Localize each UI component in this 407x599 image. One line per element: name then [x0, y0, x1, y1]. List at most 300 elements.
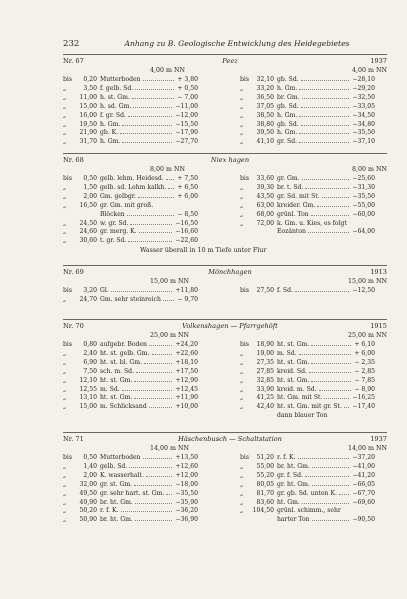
- row-nn-value: −16,25: [352, 394, 375, 402]
- table-row: [240, 120, 375, 129]
- row-prefix: „: [63, 367, 67, 375]
- table-row: [240, 453, 375, 462]
- table-row: [240, 393, 375, 402]
- row-prefix: „: [63, 403, 67, 411]
- dot-leader: [299, 133, 349, 134]
- row-prefix: „: [240, 480, 244, 488]
- row-nn-value: − 9,70: [177, 295, 198, 303]
- section-divider: [63, 54, 387, 55]
- dot-leader: [163, 300, 174, 301]
- row-depth: 72,00: [256, 219, 274, 227]
- row-nn-value: −69,60: [352, 498, 375, 506]
- row-depth: 2,00: [83, 471, 97, 479]
- dot-leader: [324, 398, 349, 399]
- row-prefix: „: [63, 192, 67, 200]
- section-place: Niex hagen: [210, 156, 250, 164]
- section-number: Nr. 71: [63, 435, 84, 443]
- dot-leader: [309, 372, 351, 373]
- row-nn-value: +12,60: [175, 462, 198, 470]
- table-row: [63, 340, 198, 349]
- dot-leader: [122, 142, 172, 143]
- row-prefix: „: [240, 192, 244, 200]
- row-description: Eozänton: [277, 228, 306, 236]
- row-prefix: „: [240, 471, 244, 479]
- row-prefix: „: [240, 462, 244, 470]
- row-nn-value: − 2,85: [354, 367, 375, 375]
- row-description: gb. Sd.: [277, 120, 299, 128]
- row-nn-value: −25,60: [352, 175, 375, 182]
- row-nn-value: + 6,10: [354, 341, 375, 348]
- row-nn-value: +17,50: [175, 367, 198, 375]
- row-depth: 32,10: [256, 76, 274, 83]
- row-depth: 33,20: [256, 84, 274, 92]
- table-row: [240, 480, 375, 489]
- row-depth: 30,60: [79, 237, 97, 245]
- row-description: w. gr. Sd.: [100, 219, 129, 227]
- dot-leader: [135, 503, 173, 504]
- row-nn-value: −11,00: [175, 102, 198, 110]
- running-head: Anhang zu B. Geologische Entwicklung des Heidegebietes: [124, 39, 350, 48]
- dot-leader: [133, 107, 172, 108]
- dot-leader: [312, 520, 350, 521]
- row-description: ht. Gm.: [277, 498, 300, 506]
- row-prefix: „: [240, 376, 244, 384]
- row-description: gr. st. Gm.: [100, 480, 133, 488]
- table-row: [240, 128, 375, 137]
- row-description: Gl.: [100, 287, 109, 294]
- row-depth: 16,50: [79, 201, 97, 209]
- row-nn-value: −37,10: [352, 138, 375, 146]
- table-row: [240, 489, 375, 498]
- section-divider: [63, 319, 387, 320]
- row-description: Blöcken: [100, 210, 125, 218]
- row-prefix: „: [240, 367, 244, 375]
- row-description: ht. st. Gm.: [100, 394, 133, 402]
- dot-leader: [120, 133, 172, 134]
- row-nn-value: +11,90: [175, 394, 198, 402]
- row-description: ht. st. Gm.: [277, 341, 310, 348]
- dot-leader: [128, 116, 172, 117]
- dot-leader: [317, 206, 349, 207]
- table-row: [63, 137, 198, 146]
- dot-leader: [299, 142, 349, 143]
- row-description: ht. st. Gm.: [277, 358, 310, 366]
- table-row: [240, 183, 375, 192]
- row-depth: 42,40: [256, 403, 274, 411]
- table-row: [240, 385, 375, 394]
- section-divider: [63, 432, 387, 433]
- table-row: [63, 111, 198, 120]
- row-nn-value: −29,20: [352, 84, 375, 92]
- row-depth: 41,10: [256, 138, 274, 146]
- table-row: [240, 75, 375, 84]
- row-nn-value: −28,10: [352, 76, 375, 83]
- dot-leader: [143, 80, 175, 81]
- row-depth: 80,05: [256, 480, 274, 488]
- table-row: [240, 506, 375, 515]
- row-prefix: „: [63, 394, 67, 402]
- row-nn-value: −12,50: [352, 287, 375, 294]
- table-row: [240, 402, 375, 411]
- dot-leader: [168, 188, 174, 189]
- table-row: [63, 210, 198, 219]
- row-prefix: „: [240, 394, 244, 402]
- row-prefix: „: [63, 129, 67, 137]
- row-depth: 0,20: [83, 76, 97, 83]
- row-depth: 16,00: [79, 111, 97, 119]
- row-prefix: bis: [240, 175, 249, 182]
- dot-leader: [298, 458, 350, 459]
- left-elevation: 14,00 m NN: [150, 445, 190, 452]
- row-description: f. gelb. Sd.: [100, 84, 134, 92]
- table-row: [240, 515, 375, 524]
- dot-leader: [146, 476, 172, 477]
- row-prefix: „: [240, 129, 244, 137]
- section-place: Häschenbusch — Schaltstation: [178, 435, 282, 443]
- row-description: gb. K.: [100, 129, 119, 137]
- row-prefix: „: [240, 93, 244, 101]
- section-place: Volkenshagen — Pfarrgehöft: [182, 322, 278, 330]
- row-description: gr. Sd. mit St.: [277, 192, 320, 200]
- row-prefix: „: [240, 349, 244, 357]
- row-nn-value: − 8,50: [177, 210, 198, 218]
- row-nn-value: −37,20: [352, 454, 375, 461]
- row-description: ht. st. gelb. Gm.: [100, 349, 150, 357]
- row-description: h. sd. Gm.: [100, 102, 132, 110]
- table-row: [63, 128, 198, 137]
- row-nn-value: −22,60: [175, 237, 198, 245]
- row-depth: 55,00: [256, 462, 274, 470]
- row-description: br. ht. Gm.: [100, 498, 133, 506]
- table-row: [240, 111, 375, 120]
- row-prefix: „: [63, 489, 67, 497]
- table-row: [63, 489, 198, 498]
- dot-leader: [121, 511, 173, 512]
- row-depth: 15,00: [79, 403, 97, 411]
- dot-leader: [308, 232, 350, 233]
- table-row: [63, 286, 198, 295]
- row-description: grünl. schimm., sehr: [277, 507, 341, 515]
- table-row: [240, 286, 375, 295]
- row-nn-value: −12,00: [175, 111, 198, 119]
- row-description: gr. merg. K.: [100, 228, 137, 236]
- row-depth: 32,00: [79, 480, 97, 488]
- row-description: h. Gm.: [277, 129, 298, 137]
- row-prefix: „: [63, 349, 67, 357]
- dot-leader: [302, 98, 350, 99]
- row-prefix: „: [240, 201, 244, 209]
- row-prefix: „: [63, 295, 67, 303]
- row-description: Gm. gelbgr.: [100, 192, 136, 200]
- row-prefix: „: [240, 102, 244, 110]
- row-depth: 104,50: [252, 507, 274, 515]
- row-prefix: bis: [63, 76, 72, 83]
- table-row: [240, 340, 375, 349]
- row-prefix: „: [63, 84, 67, 92]
- table-row: [63, 515, 198, 524]
- table-row: [63, 376, 198, 385]
- table-row: [63, 102, 198, 111]
- table-row: [240, 358, 375, 367]
- row-depth: 51,20: [256, 454, 274, 461]
- dot-leader: [339, 494, 350, 495]
- dot-leader: [144, 363, 172, 364]
- row-depth: 2,00: [83, 192, 97, 200]
- dot-leader: [152, 354, 173, 355]
- row-description: f. Sd.: [277, 287, 293, 294]
- page-header: [63, 39, 387, 51]
- dot-leader: [344, 407, 350, 408]
- table-row: [63, 480, 198, 489]
- row-prefix: „: [240, 84, 244, 92]
- dot-leader: [132, 98, 175, 99]
- row-depth: 68,00: [256, 210, 274, 218]
- right-elevation: 15,00 m NN: [347, 278, 387, 285]
- right-elevation: 4,00 m NN: [351, 67, 387, 74]
- dot-leader: [295, 291, 350, 292]
- table-row: [240, 201, 375, 210]
- dot-leader: [128, 241, 172, 242]
- row-depth: 0,50: [83, 175, 97, 182]
- row-prefix: „: [240, 183, 244, 191]
- row-nn-value: −17,90: [175, 129, 198, 137]
- section-year: 1937: [370, 57, 387, 65]
- row-depth: 49,90: [79, 498, 97, 506]
- table-row: [63, 120, 198, 129]
- row-nn-value: −33,05: [352, 102, 375, 110]
- row-prefix: „: [63, 507, 67, 515]
- row-depth: 32,85: [256, 376, 274, 384]
- table-row: [63, 84, 198, 93]
- row-depth: 24,50: [79, 219, 97, 227]
- row-description: h. Gm.: [277, 84, 298, 92]
- row-description: K. wasserhalt.: [100, 471, 144, 479]
- row-prefix: „: [63, 376, 67, 384]
- row-depth: 83,60: [256, 498, 274, 506]
- row-depth: 41,25: [256, 394, 274, 402]
- table-row: [240, 192, 375, 201]
- row-prefix: „: [240, 385, 244, 393]
- row-depth: 38,50: [256, 111, 274, 119]
- section-year: 1913: [370, 268, 387, 276]
- dot-leader: [305, 476, 349, 477]
- row-prefix: bis: [240, 454, 249, 461]
- row-depth: 18,90: [256, 341, 274, 348]
- table-row: [63, 498, 198, 507]
- section-number: Nr. 70: [63, 322, 84, 330]
- table-row: [240, 411, 375, 420]
- row-prefix: „: [63, 516, 67, 524]
- row-prefix: „: [63, 219, 67, 227]
- row-nn-value: −35,50: [352, 129, 375, 137]
- row-prefix: bis: [240, 76, 249, 83]
- row-description: ht. st. Gm.: [100, 376, 133, 384]
- row-nn-value: + 7,50: [177, 175, 198, 182]
- row-depth: 33,60: [256, 175, 274, 182]
- row-prefix: „: [240, 120, 244, 128]
- section-number: Nr. 67: [63, 57, 84, 65]
- row-description: Mutterboden: [100, 76, 141, 83]
- row-description: sch. m. Sd.: [100, 367, 135, 375]
- section-number: Nr. 69: [63, 268, 84, 276]
- dot-leader: [166, 179, 175, 180]
- row-nn-value: −31,30: [352, 183, 375, 191]
- row-depth: 36,50: [256, 93, 274, 101]
- row-description: m. Sd.: [100, 385, 120, 393]
- row-nn-value: −34,50: [352, 111, 375, 119]
- row-depth: 33,90: [256, 385, 274, 393]
- row-depth: 50,90: [79, 516, 97, 524]
- dot-leader: [129, 467, 172, 468]
- row-prefix: „: [240, 138, 244, 146]
- row-nn-value: −60,00: [352, 210, 375, 218]
- row-depth: 24,60: [79, 228, 97, 236]
- row-description: Mutterboden: [100, 454, 141, 461]
- table-row: [63, 236, 198, 245]
- table-row: [63, 295, 198, 304]
- section-divider: [63, 153, 387, 154]
- row-description: dann blauer Ton: [277, 412, 328, 420]
- row-depth: 39,30: [256, 183, 274, 191]
- right-elevation: 25,00 m NN: [347, 332, 387, 339]
- section-year: 1937: [370, 435, 387, 443]
- dot-leader: [111, 291, 173, 292]
- row-nn-value: −35,90: [175, 498, 198, 506]
- row-prefix: bis: [63, 287, 72, 294]
- dot-leader: [149, 407, 173, 408]
- table-row: [63, 183, 198, 192]
- row-description: br. t. Sd.: [277, 183, 304, 191]
- row-description: f. gr. Sd.: [100, 111, 126, 119]
- table-row: [63, 462, 198, 471]
- row-nn-value: +10,00: [175, 403, 198, 411]
- table-row: [240, 137, 375, 146]
- row-nn-value: −35,50: [175, 489, 198, 497]
- row-nn-value: +12,90: [175, 376, 198, 384]
- row-nn-value: −16,60: [175, 228, 198, 236]
- dot-leader: [301, 107, 350, 108]
- section-place: Peez: [222, 57, 238, 65]
- row-depth: 12,55: [79, 385, 97, 393]
- row-description: h. st. Gm.: [100, 93, 130, 101]
- row-prefix: „: [63, 183, 67, 191]
- row-nn-value: −64,00: [352, 228, 375, 236]
- row-description: gb. Sd.: [277, 76, 299, 83]
- row-description: m. Sd.: [277, 349, 297, 357]
- dot-leader: [322, 197, 350, 198]
- row-depth: 39,50: [256, 129, 274, 137]
- row-depth: 38,80: [256, 120, 274, 128]
- row-prefix: bis: [240, 341, 249, 348]
- row-nn-value: −35,50: [352, 192, 375, 200]
- table-row: [240, 498, 375, 507]
- dot-leader: [302, 503, 350, 504]
- row-nn-value: + 3,80: [177, 76, 198, 83]
- row-description: t. gr. Sd.: [100, 237, 127, 245]
- row-prefix: „: [240, 358, 244, 366]
- row-depth: 12,10: [79, 376, 97, 384]
- row-nn-value: −41,20: [352, 471, 375, 479]
- table-row: [63, 506, 198, 515]
- row-depth: 37,05: [256, 102, 274, 110]
- section-divider: [63, 265, 387, 266]
- row-nn-value: +22,60: [175, 349, 198, 357]
- row-description: gr. gb. Sd. unten K.: [277, 489, 337, 497]
- dot-leader: [135, 520, 173, 521]
- row-description: br. ht. Gm.: [100, 516, 133, 524]
- row-description: gr. sehr hart. st. Gm.: [100, 489, 165, 497]
- dot-leader: [136, 372, 172, 373]
- right-elevation: 14,00 m NN: [347, 445, 387, 452]
- dot-leader: [138, 197, 174, 198]
- row-depth: 31,70: [79, 138, 97, 146]
- row-depth: 6,90: [83, 358, 97, 366]
- row-depth: 1,50: [83, 183, 97, 191]
- row-nn-value: −15,50: [175, 120, 198, 128]
- row-prefix: bis: [240, 287, 249, 294]
- row-nn-value: −36,90: [175, 516, 198, 524]
- row-prefix: „: [240, 498, 244, 506]
- table-row: [240, 349, 375, 358]
- dot-leader: [311, 381, 351, 382]
- row-description: kreider. Gm.: [277, 201, 316, 209]
- section-note: Wasser überall in 10 m Tiefe unter Flur: [140, 247, 267, 255]
- row-nn-value: −66,05: [352, 480, 375, 488]
- table-row: [240, 227, 375, 236]
- row-prefix: „: [63, 93, 67, 101]
- row-prefix: „: [240, 507, 244, 515]
- row-prefix: „: [63, 228, 67, 236]
- table-row: [240, 367, 375, 376]
- row-depth: 81,70: [256, 489, 274, 497]
- dot-leader: [122, 125, 172, 126]
- dot-leader: [122, 390, 173, 391]
- row-prefix: „: [240, 489, 244, 497]
- row-nn-value: − 7,00: [177, 93, 198, 101]
- dot-leader: [130, 224, 172, 225]
- row-nn-value: −17,40: [352, 403, 375, 411]
- row-nn-value: +24,20: [175, 341, 198, 348]
- table-row: [63, 453, 198, 462]
- row-prefix: „: [63, 498, 67, 506]
- table-row: [63, 93, 198, 102]
- row-depth: 1,40: [83, 462, 97, 470]
- dot-leader: [127, 215, 175, 216]
- table-row: [240, 471, 375, 480]
- row-prefix: „: [240, 403, 244, 411]
- row-nn-value: +18,10: [175, 358, 198, 366]
- table-row: [63, 201, 198, 210]
- dot-leader: [143, 458, 173, 459]
- row-depth: 43,50: [256, 192, 274, 200]
- row-description: Gm. sehr steinreich: [100, 295, 161, 303]
- section-number: Nr. 68: [63, 156, 84, 164]
- row-prefix: bis: [63, 175, 72, 182]
- dot-leader: [312, 485, 350, 486]
- row-nn-value: + 6,00: [177, 192, 198, 200]
- row-nn-value: − 2,35: [354, 358, 375, 366]
- row-description: gelb. sd. Lehm kalkh.: [100, 183, 167, 191]
- dot-leader: [301, 80, 350, 81]
- dot-leader: [299, 89, 349, 90]
- dot-leader: [139, 232, 173, 233]
- row-depth: 15,00: [79, 102, 97, 110]
- row-description: ht. st. Gm.: [277, 376, 310, 384]
- row-depth: 50,20: [79, 507, 97, 515]
- dot-leader: [319, 390, 352, 391]
- row-depth: 24,70: [79, 295, 97, 303]
- table-row: [240, 93, 375, 102]
